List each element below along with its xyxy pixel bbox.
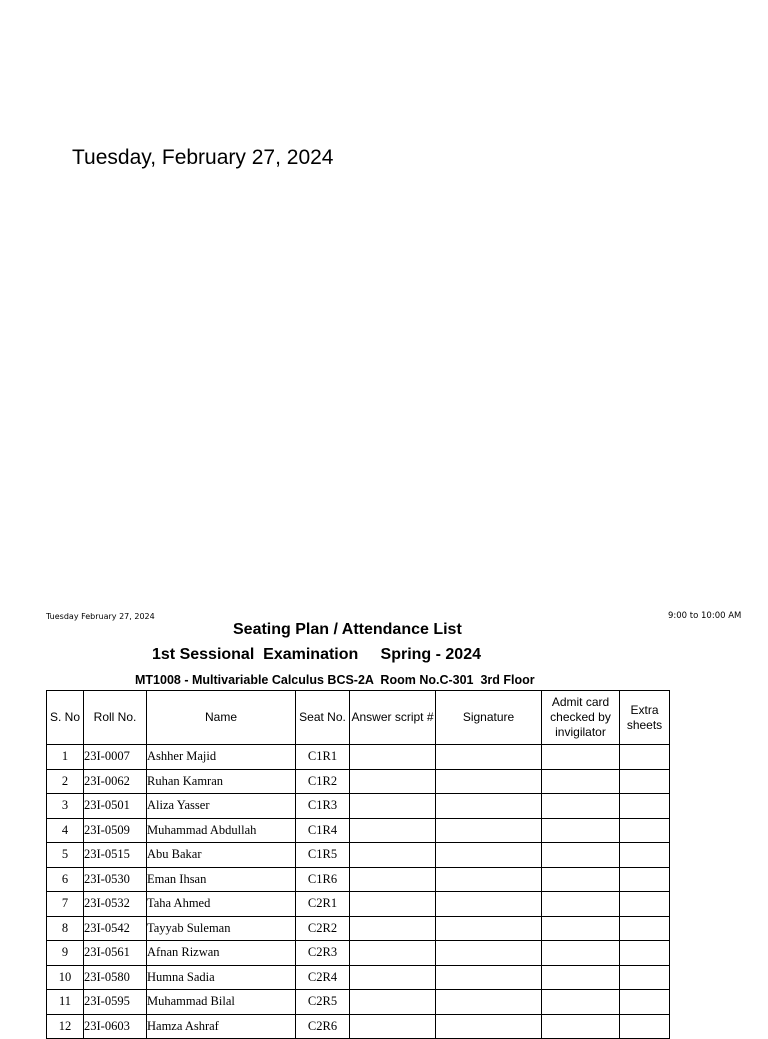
name-cell: Tayyab Suleman [147,916,296,941]
seat-no-cell: C2R6 [296,1014,350,1039]
sno-cell: 6 [47,867,84,892]
seat-no-cell: C2R5 [296,990,350,1015]
admit-card-cell [542,990,620,1015]
name-cell: Humna Sadia [147,965,296,990]
signature-cell [436,794,542,819]
answer-script-cell [350,892,436,917]
signature-cell [436,892,542,917]
table-row [47,1014,670,1039]
extra-sheets-cell [620,965,670,990]
sheet-date: Tuesday February 27, 2024 [46,612,155,621]
answer-script-cell [350,818,436,843]
signature-cell [436,1014,542,1039]
extra-sheets-cell [620,843,670,868]
page-date-heading: Tuesday, February 27, 2024 [72,146,334,169]
roll-no-cell: 23I-0603 [84,1014,147,1039]
name-cell: Hamza Ashraf [147,1014,296,1039]
table-row [47,769,670,794]
signature-cell [436,916,542,941]
admit-card-cell [542,769,620,794]
sno-cell: 12 [47,1014,84,1039]
answer-script-cell [350,867,436,892]
table-row [47,794,670,819]
seat-no-cell: C2R4 [296,965,350,990]
table-row [47,843,670,868]
signature-cell [436,965,542,990]
signature-cell [436,745,542,770]
table-row [47,867,670,892]
admit-card-cell [542,941,620,966]
exam-title: 1st Sessional Examination Spring - 2024 [152,646,481,663]
seat-no-cell: C2R2 [296,916,350,941]
name-cell: Afnan Rizwan [147,941,296,966]
attendance-table [46,690,670,1039]
extra-sheets-cell [620,818,670,843]
col-header-name: Name [147,691,296,745]
sno-cell: 5 [47,843,84,868]
name-cell: Eman Ihsan [147,867,296,892]
admit-card-cell [542,818,620,843]
signature-cell [436,990,542,1015]
sno-cell: 8 [47,916,84,941]
extra-sheets-cell [620,990,670,1015]
table-header-row [47,691,670,745]
sno-cell: 3 [47,794,84,819]
admit-card-cell [542,1014,620,1039]
col-header-sno: S. No [47,691,84,745]
col-header-signature: Signature [436,691,542,745]
roll-no-cell: 23I-0580 [84,965,147,990]
seat-no-cell: C1R3 [296,794,350,819]
admit-card-cell [542,916,620,941]
sno-cell: 4 [47,818,84,843]
roll-no-cell: 23I-0532 [84,892,147,917]
sno-cell: 7 [47,892,84,917]
answer-script-cell [350,745,436,770]
col-header-admit-card: Admit card checked by invigilator [542,691,620,745]
table-row [47,818,670,843]
roll-no-cell: 23I-0561 [84,941,147,966]
name-cell: Ashher Majid [147,745,296,770]
extra-sheets-cell [620,745,670,770]
exam-time: 9:00 to 10:00 AM [668,611,742,621]
signature-cell [436,867,542,892]
name-cell: Taha Ahmed [147,892,296,917]
sno-cell: 10 [47,965,84,990]
sheet-title: Seating Plan / Attendance List [233,621,462,638]
extra-sheets-cell [620,794,670,819]
admit-card-cell [542,867,620,892]
answer-script-cell [350,941,436,966]
answer-script-cell [350,769,436,794]
answer-script-cell [350,990,436,1015]
name-cell: Abu Bakar [147,843,296,868]
admit-card-cell [542,843,620,868]
extra-sheets-cell [620,867,670,892]
roll-no-cell: 23I-0542 [84,916,147,941]
roll-no-cell: 23I-0515 [84,843,147,868]
name-cell: Muhammad Abdullah [147,818,296,843]
seat-no-cell: C1R2 [296,769,350,794]
roll-no-cell: 23I-0530 [84,867,147,892]
admit-card-cell [542,892,620,917]
table-body [47,745,670,1039]
sno-cell: 1 [47,745,84,770]
signature-cell [436,941,542,966]
extra-sheets-cell [620,916,670,941]
signature-cell [436,769,542,794]
signature-cell [436,818,542,843]
col-header-seat: Seat No. [296,691,350,745]
table-row [47,965,670,990]
roll-no-cell: 23I-0007 [84,745,147,770]
seat-no-cell: C2R1 [296,892,350,917]
seat-no-cell: C1R6 [296,867,350,892]
table-row [47,745,670,770]
answer-script-cell [350,843,436,868]
extra-sheets-cell [620,1014,670,1039]
col-header-roll: Roll No. [84,691,147,745]
extra-sheets-cell [620,769,670,794]
table-row [47,892,670,917]
extra-sheets-cell [620,892,670,917]
seat-no-cell: C1R4 [296,818,350,843]
seat-no-cell: C1R5 [296,843,350,868]
sno-cell: 11 [47,990,84,1015]
answer-script-cell [350,794,436,819]
answer-script-cell [350,916,436,941]
seat-no-cell: C1R1 [296,745,350,770]
extra-sheets-cell [620,941,670,966]
answer-script-cell [350,965,436,990]
roll-no-cell: 23I-0062 [84,769,147,794]
roll-no-cell: 23I-0501 [84,794,147,819]
col-header-extra-sheets: Extra sheets [620,691,670,745]
name-cell: Aliza Yasser [147,794,296,819]
col-header-answer-script: Answer script # [350,691,436,745]
admit-card-cell [542,965,620,990]
sno-cell: 9 [47,941,84,966]
signature-cell [436,843,542,868]
table-row [47,990,670,1015]
roll-no-cell: 23I-0595 [84,990,147,1015]
table-row [47,916,670,941]
seat-no-cell: C2R3 [296,941,350,966]
course-info: MT1008 - Multivariable Calculus BCS-2A Room No.C-301 3rd Floor [135,673,535,687]
answer-script-cell [350,1014,436,1039]
name-cell: Ruhan Kamran [147,769,296,794]
sno-cell: 2 [47,769,84,794]
admit-card-cell [542,745,620,770]
admit-card-cell [542,794,620,819]
roll-no-cell: 23I-0509 [84,818,147,843]
name-cell: Muhammad Bilal [147,990,296,1015]
table-row [47,941,670,966]
